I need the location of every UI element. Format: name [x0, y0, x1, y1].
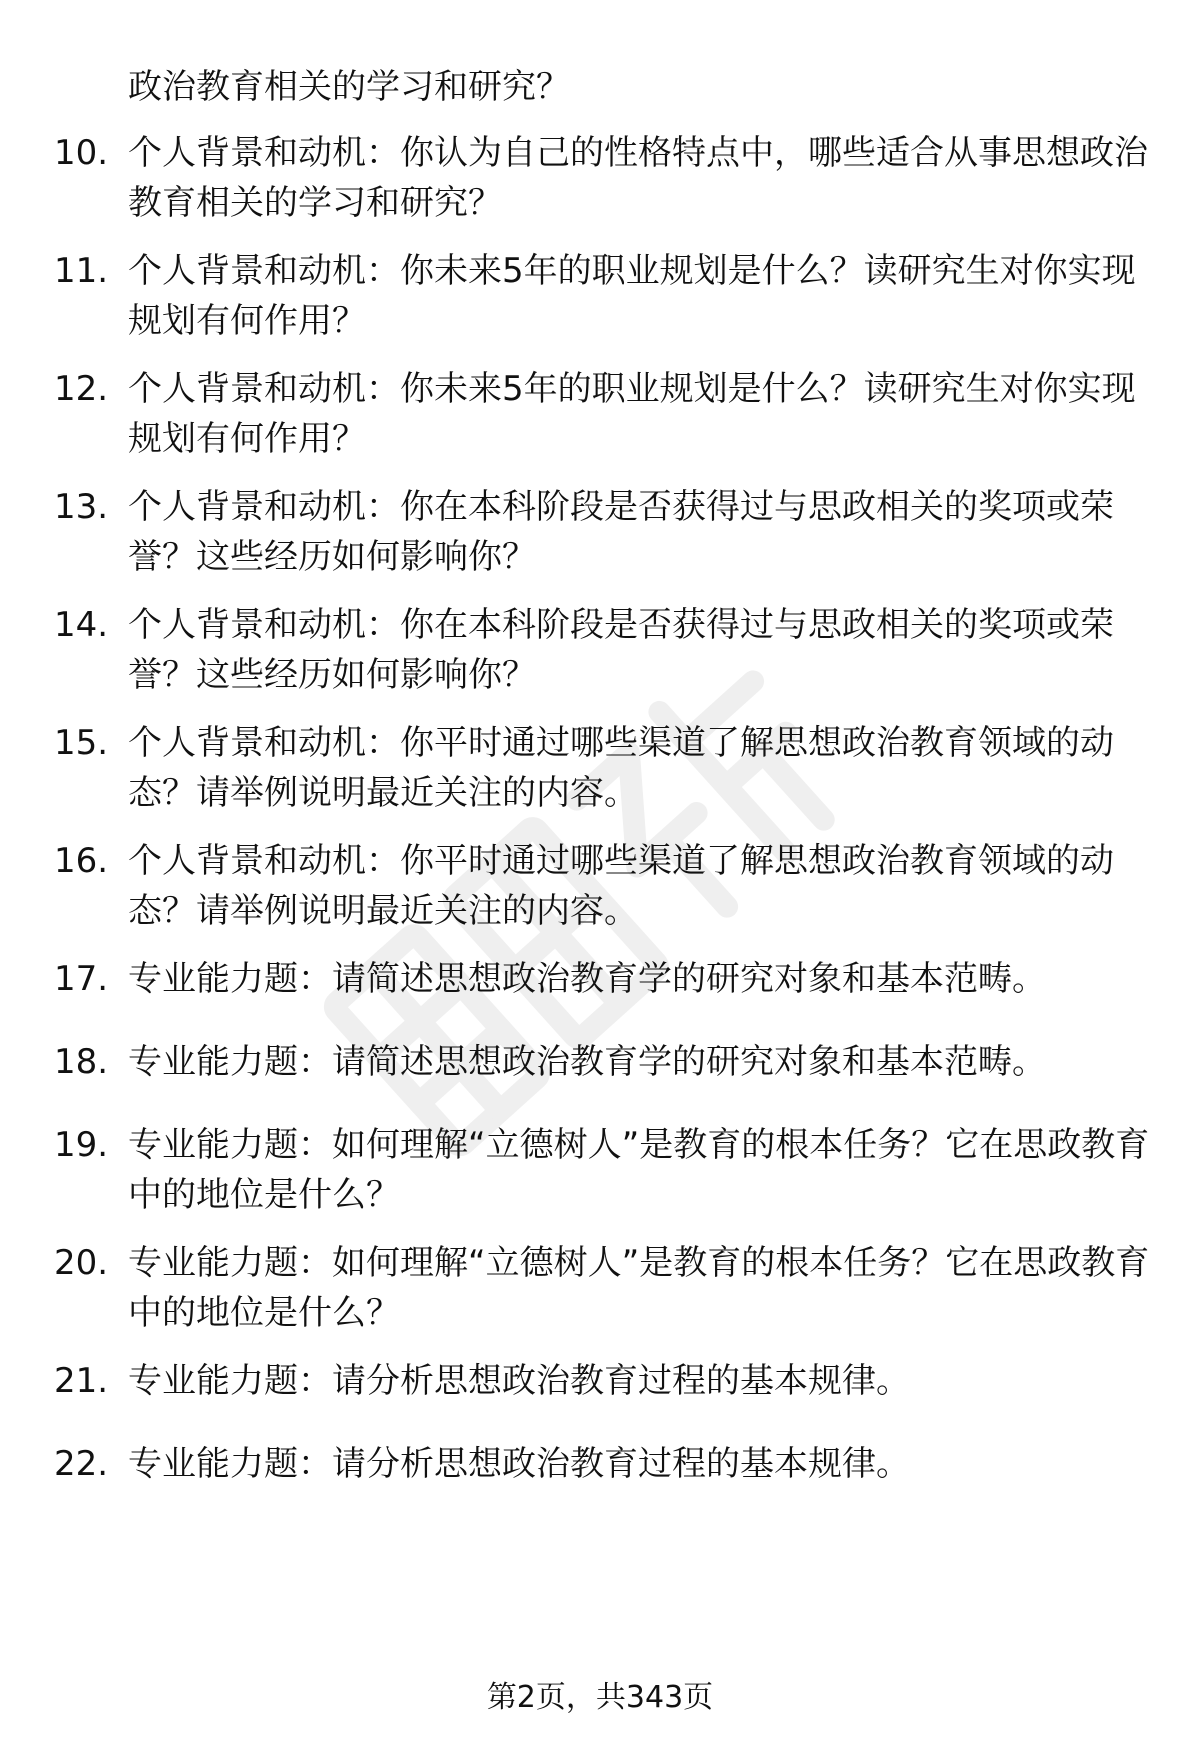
question-text: 个人背景和动机：你平时通过哪些渠道了解思想政治教育领域的动态？请举例说明最近关注的内容。: [128, 723, 1114, 813]
question-number: 14.: [54, 605, 109, 645]
question-text: 专业能力题：如何理解“立德树人”是教育的根本任务？它在思政教育中的地位是什么？: [128, 1243, 1150, 1333]
question-text: 个人背景和动机：你未来5年的职业规划是什么？读研究生对你实现规划有何作用？: [128, 369, 1136, 459]
question-number: 16.: [54, 841, 109, 881]
question-number: 20.: [54, 1243, 109, 1283]
question-number: 15.: [54, 723, 109, 763]
question-text: 专业能力题：请简述思想政治教育学的研究对象和基本范畴。: [128, 959, 1046, 999]
question-number: 13.: [54, 487, 109, 527]
question-text: 个人背景和动机：你认为自己的性格特点中，哪些适合从事思想政治教育相关的学习和研究？: [128, 133, 1148, 223]
question-text: 个人背景和动机：你未来5年的职业规划是什么？读研究生对你实现规划有何作用？: [128, 251, 1136, 341]
question-number: 18.: [54, 1042, 109, 1082]
question-number: 12.: [54, 369, 109, 409]
question-text: 专业能力题：请简述思想政治教育学的研究对象和基本范畴。: [128, 1042, 1046, 1082]
question-number: 19.: [54, 1125, 109, 1165]
question-number: 17.: [54, 959, 109, 999]
question-text: 个人背景和动机：你平时通过哪些渠道了解思想政治教育领域的动态？请举例说明最近关注的内容。: [128, 841, 1114, 931]
question-number: 10.: [54, 133, 109, 173]
question-number: 21.: [54, 1361, 109, 1401]
question-text: 专业能力题：请分析思想政治教育过程的基本规律。: [128, 1444, 910, 1484]
question-text: 个人背景和动机：你在本科阶段是否获得过与思政相关的奖项或荣誉？这些经历如何影响你？: [128, 605, 1114, 695]
question-text: 专业能力题：如何理解“立德树人”是教育的根本任务？它在思政教育中的地位是什么？: [128, 1125, 1150, 1215]
question-number: 22.: [54, 1444, 109, 1484]
question-text: 专业能力题：请分析思想政治教育过程的基本规律。: [128, 1361, 910, 1401]
question-number: 11.: [54, 251, 109, 291]
page-footer: 第2页，共343页: [486, 1680, 714, 1715]
continued-question-text: 政治教育相关的学习和研究？: [128, 67, 570, 107]
question-text: 个人背景和动机：你在本科阶段是否获得过与思政相关的奖项或荣誉？这些经历如何影响你？: [128, 487, 1114, 577]
